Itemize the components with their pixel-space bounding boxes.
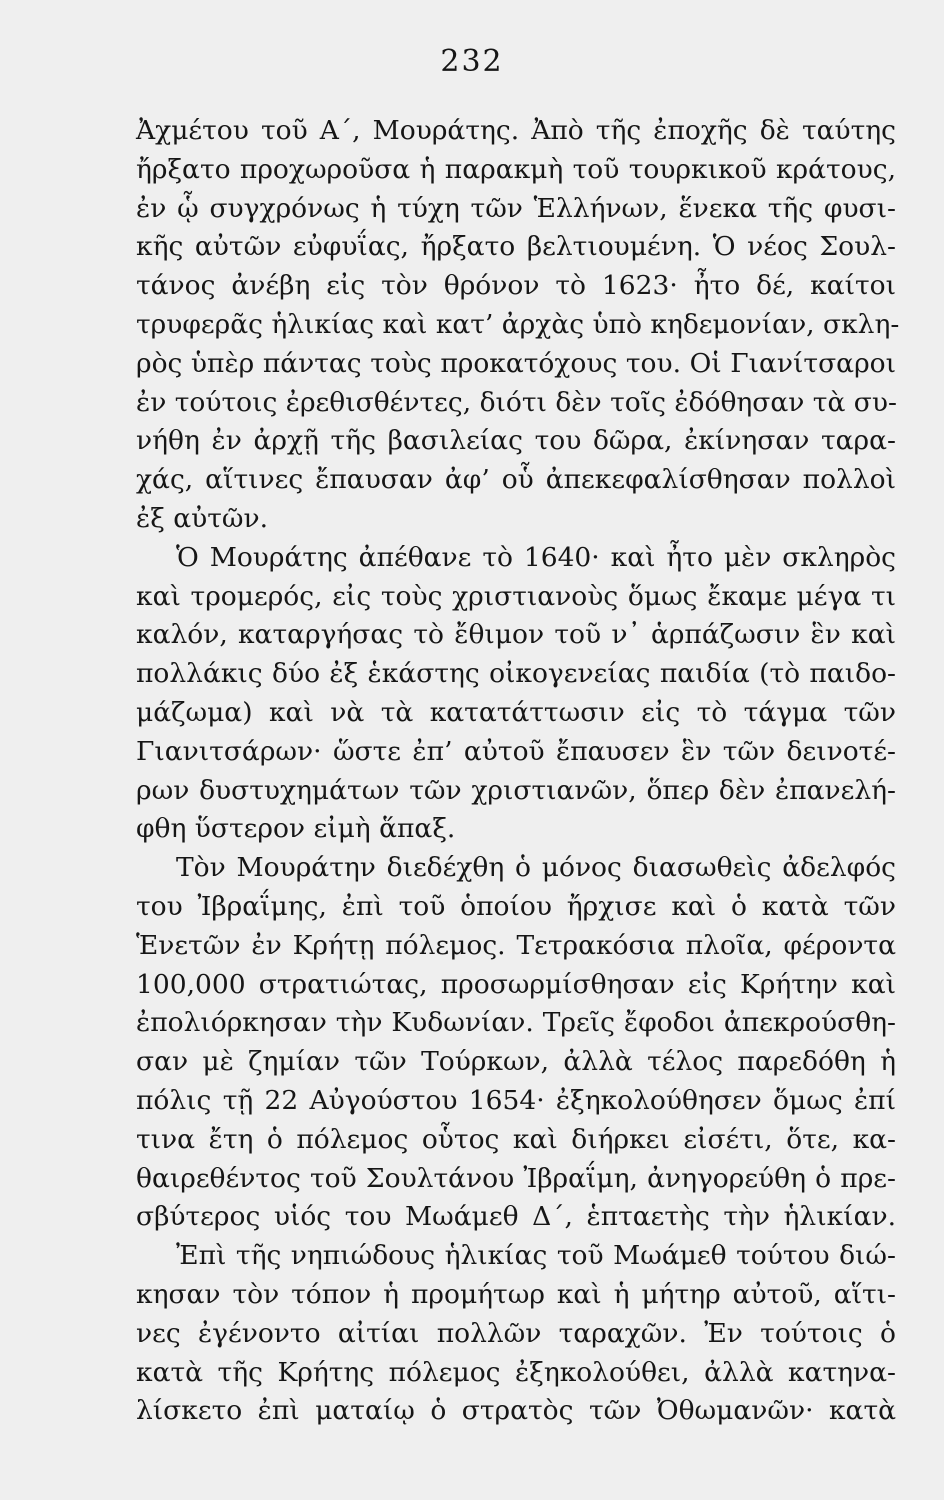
text-line: πόλις τῇ 22 Αὐγούστου 1654· ἐξηκολούθησεν ὅμως ἐπί bbox=[136, 1084, 896, 1116]
text-line: καλόν, καταργήσας τὸ ἔθιμον τοῦ ν᾽ ἁρπάζωσιν ἓν καὶ bbox=[136, 619, 896, 651]
body-text bbox=[136, 112, 900, 1431]
text-line: φθη ὕστερον εἰμὴ ἅπαξ. bbox=[136, 813, 456, 845]
text-line: κῆς αὐτῶν εὐφυΐας, ἤρξατο βελτιουμένη. Ὁ νέος Σουλ- bbox=[136, 231, 896, 263]
text-line: θαιρεθέντος τοῦ Σουλτάνου Ἰβραΐμη, ἀνηγορεύθη ὁ πρε- bbox=[136, 1162, 896, 1194]
page-number: 232 bbox=[440, 44, 504, 79]
text-line: ἤρξατο προχωροῦσα ἡ παρακμὴ τοῦ τουρκικοῦ κράτους, bbox=[136, 153, 896, 185]
text-line: Ἐπὶ τῆς νηπιώδους ἡλικίας τοῦ Μωάμεθ τούτου διώ- bbox=[176, 1240, 896, 1272]
text-line: σβύτερος υἱός του Μωάμεθ Δ΄, ἑπταετὴς τὴν ἡλικίαν. bbox=[136, 1201, 896, 1233]
text-line: κατὰ τῆς Κρήτης πόλεμος ἐξηκολούθει, ἀλλὰ κατηνα- bbox=[136, 1356, 896, 1388]
text-line: ρὸς ὑπὲρ πάντας τοὺς προκατόχους του. Οἱ Γιανίτσαροι bbox=[136, 347, 896, 379]
text-line: νήθη ἐν ἀρχῇ τῆς βασιλείας του δῶρα, ἐκίνησαν ταρα- bbox=[136, 425, 896, 457]
text-line: ρων δυστυχημάτων τῶν χριστιανῶν, ὅπερ δὲν ἐπανελή- bbox=[136, 774, 896, 806]
text-line: 100,000 στρατιώτας, προσωρμίσθησαν εἰς Κρήτην καὶ bbox=[136, 968, 896, 1000]
text-line: ἐν ᾧ συγχρόνως ἡ τύχη τῶν Ἑλλήνων, ἕνεκα τῆς φυσι- bbox=[136, 192, 896, 224]
text-line: σαν μὲ ζημίαν τῶν Τούρκων, ἀλλὰ τέλος παρεδόθη ἡ bbox=[136, 1046, 896, 1078]
text-line: τινα ἔτη ὁ πόλεμος οὗτος καὶ διήρκει εἰσέτι, ὅτε, κα- bbox=[136, 1123, 896, 1155]
text-line: Ὁ Μουράτης ἀπέθανε τὸ 1640· καὶ ἦτο μὲν σκληρὸς bbox=[176, 541, 896, 573]
text-line: του Ἰβραΐμης, ἐπὶ τοῦ ὁποίου ἤρχισε καὶ ὁ κατὰ τῶν bbox=[136, 890, 896, 922]
text-line: ἐν τούτοις ἐρεθισθέντες, διότι δὲν τοῖς ἐδόθησαν τὰ συ- bbox=[136, 386, 897, 418]
text-line: μάζωμα) καὶ νὰ τὰ κατατάττωσιν εἰς τὸ τάγμα τῶν bbox=[136, 696, 896, 728]
text-line: τάνος ἀνέβη εἰς τὸν θρόνον τὸ 1623· ἦτο δέ, καίτοι bbox=[136, 270, 896, 302]
text-line: ἐξ αὐτῶν. bbox=[136, 502, 269, 534]
text-line: Ἑνετῶν ἐν Κρήτῃ πόλεμος. Τετρακόσια πλοῖα, φέροντα bbox=[136, 929, 896, 961]
text-line: ἐπολιόρκησαν τὴν Κυδωνίαν. Τρεῖς ἔφοδοι ἀπεκρούσθη- bbox=[136, 1007, 896, 1039]
text-line: νες ἐγένοντο αἰτίαι πολλῶν ταραχῶν. Ἐν τούτοις ὁ bbox=[136, 1317, 896, 1349]
text-line: κησαν τὸν τόπον ἡ προμήτωρ καὶ ἡ μήτηρ αὐτοῦ, αἵτι- bbox=[136, 1278, 896, 1310]
text-line: λίσκετο ἐπὶ ματαίῳ ὁ στρατὸς τῶν Ὀθωμανῶν· κατὰ bbox=[136, 1395, 896, 1427]
text-line: Γιανιτσάρων· ὥστε ἐπ’ αὐτοῦ ἔπαυσεν ἓν τῶν δεινοτέ- bbox=[136, 735, 896, 767]
text-line: χάς, αἵτινες ἔπαυσαν ἀφ’ οὗ ἀπεκεφαλίσθησαν πολλοὶ bbox=[136, 464, 896, 496]
text-line: τρυφερᾶς ἡλικίας καὶ κατ’ ἀρχὰς ὑπὸ κηδεμονίαν, σκλη- bbox=[136, 308, 900, 340]
text-line: Ἀχμέτου τοῦ Α΄, Μουράτης. Ἀπὸ τῆς ἐποχῆς δὲ ταύτης bbox=[136, 115, 896, 146]
text-line: καὶ τρομερός, εἰς τοὺς χριστιανοὺς ὅμως ἔκαμε μέγα τι bbox=[136, 580, 896, 612]
text-line: Τὸν Μουράτην διεδέχθη ὁ μόνος διασωθεὶς ἀδελφός bbox=[176, 852, 896, 884]
text-line: πολλάκις δύο ἐξ ἑκάστης οἰκογενείας παιδία (τὸ παιδο- bbox=[136, 658, 896, 690]
